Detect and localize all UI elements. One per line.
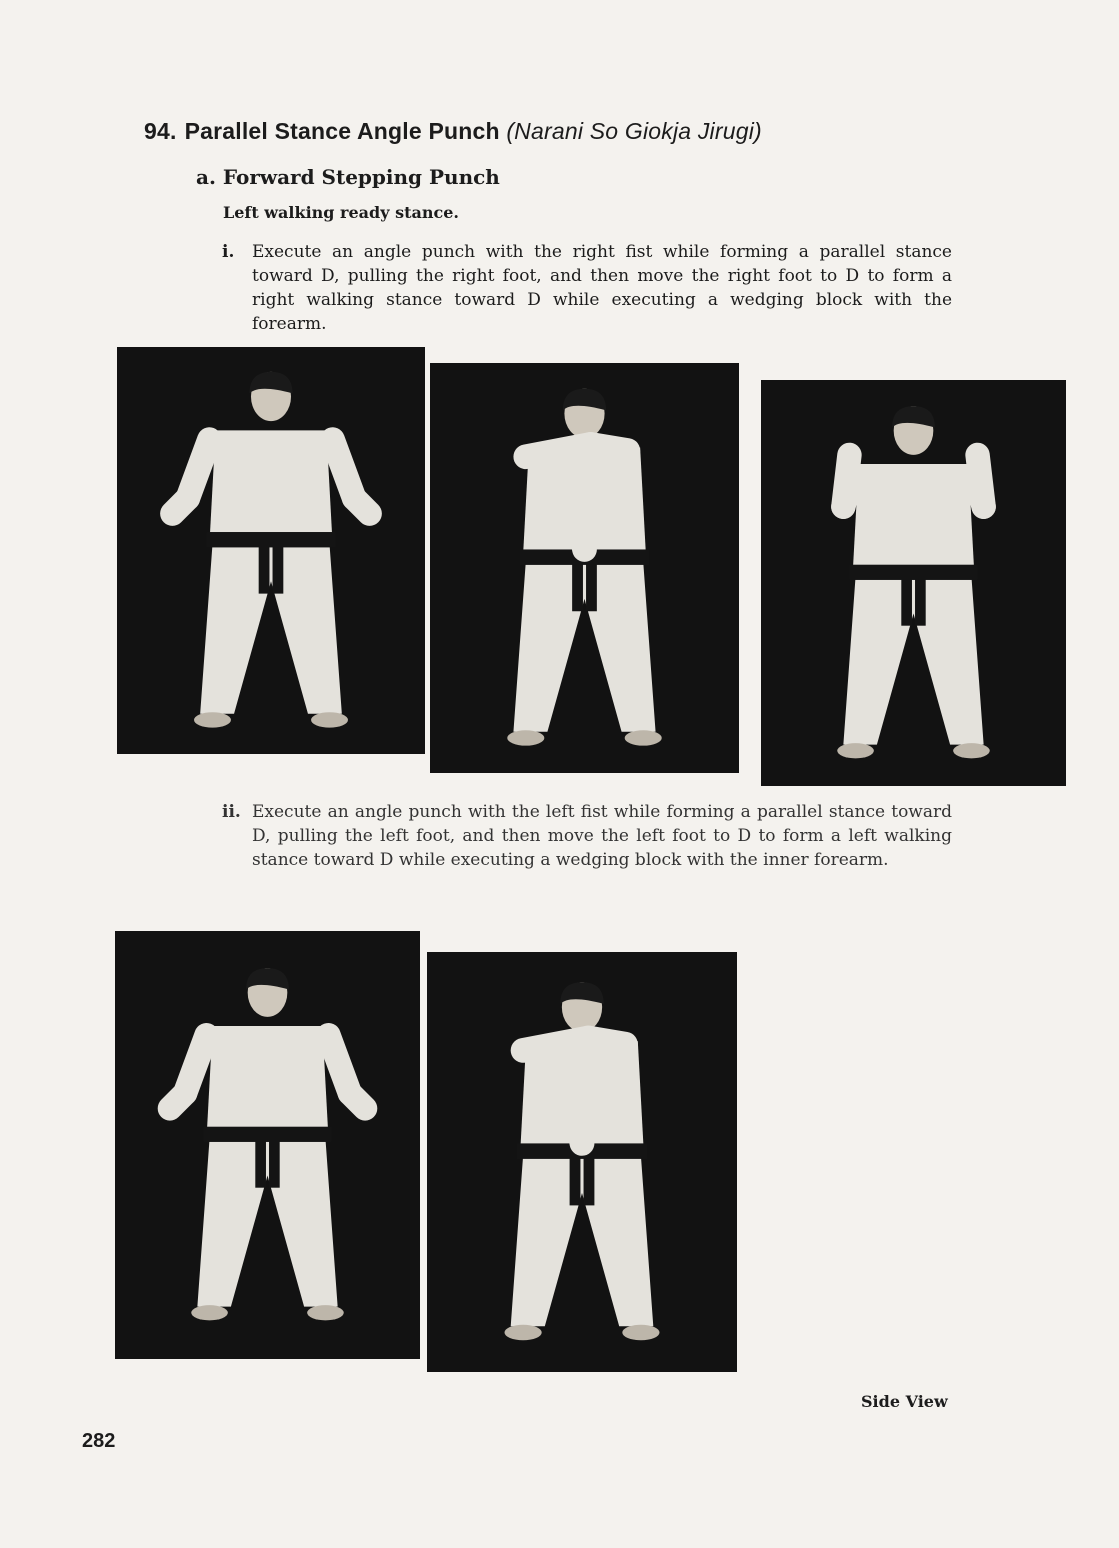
martial-arts-figure (427, 952, 737, 1372)
step-ii (222, 800, 952, 872)
section-title: Parallel Stance Angle Punch (184, 118, 500, 144)
section-korean-title: (Narani So Giokja Jirugi) (506, 118, 762, 144)
section-number: 94. (144, 118, 177, 144)
martial-arts-figure (117, 347, 425, 754)
martial-arts-figure (761, 380, 1066, 786)
ready-stance-label: Left walking ready stance. (223, 203, 459, 222)
side-view-caption: Side View (861, 1392, 948, 1411)
step-text: Execute an angle punch with the left fist while forming a parallel stance toward D, pulling the left foot, and then move the left foot to D to form a left walking stance toward D while executing a wedging block with the inner forearm. (252, 802, 952, 870)
martial-arts-figure (115, 931, 420, 1359)
photo-5 (427, 952, 737, 1372)
step-i (222, 240, 952, 336)
page-number: 282 (82, 1430, 116, 1452)
photo-2 (430, 363, 739, 773)
subsection-heading: a. Forward Stepping Punch (196, 165, 500, 189)
photo-1 (117, 347, 425, 754)
martial-arts-figure (430, 363, 739, 773)
photo-4 (115, 931, 420, 1359)
photo-3 (761, 380, 1066, 786)
step-marker: ii. (222, 802, 241, 822)
step-text: Execute an angle punch with the right fist while forming a parallel stance toward D, pulling the right foot, and then move the right foot to D to form a right walking stance toward D while executing a wedging block with the forearm. (252, 242, 952, 334)
step-marker: i. (222, 242, 235, 262)
section-heading (144, 118, 762, 145)
